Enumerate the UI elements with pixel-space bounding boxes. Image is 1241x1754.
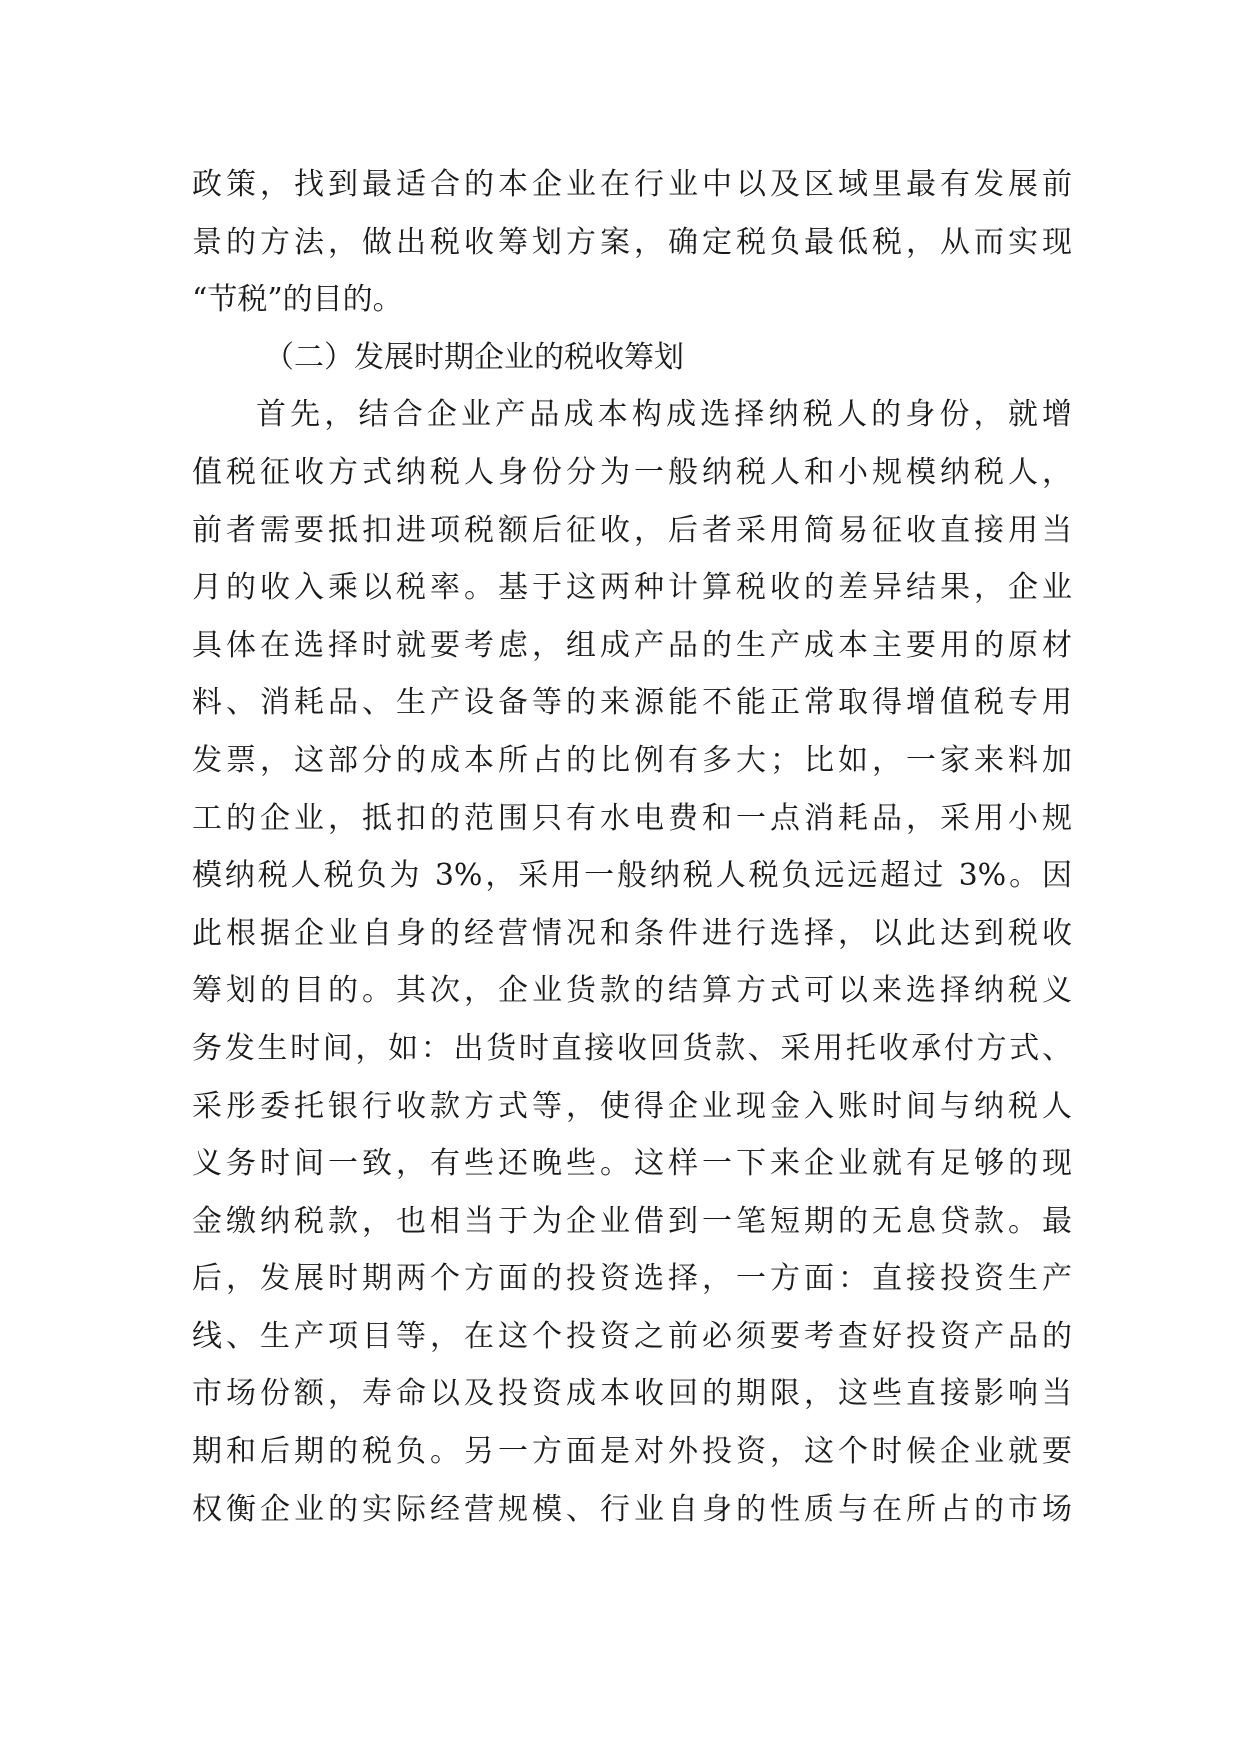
- paragraph-line: 后，发展时期两个方面的投资选择，一方面：直接投资生产: [192, 1261, 1072, 1297]
- paragraph-line: 义务时间一致，有些还晚些。这样一下来企业就有足够的现: [192, 1146, 1072, 1182]
- paragraph-line: 具体在选择时就要考虑，组成产品的生产成本主要用的原材: [192, 627, 1072, 663]
- paragraph-line: 筹划的目的。其次，企业货款的结算方式可以来选择纳税义: [192, 973, 1072, 1009]
- paragraph-line: 线、生产项目等，在这个投资之前必须要考查好投资产品的: [192, 1318, 1072, 1354]
- section-heading: （二）发展时期企业的税收筹划: [264, 339, 684, 375]
- body-text: [192, 156, 1072, 1538]
- paragraph-line: 采彤委托银行收款方式等，使得企业现金入账时间与纳税人: [192, 1088, 1072, 1124]
- paragraph-line: 权衡企业的实际经营规模、行业自身的性质与在所占的市场: [192, 1491, 1072, 1527]
- paragraph-line: 务发生时间，如：出货时直接收回货款、采用托收承付方式、: [192, 1030, 1072, 1066]
- paragraph-line: 首先，结合企业产品成本构成选择纳税人的身份，就增: [256, 397, 1072, 433]
- paragraph-line: 值税征收方式纳税人身份分为一般纳税人和小规模纳税人，: [192, 454, 1072, 490]
- paragraph-line: 料、消耗品、生产设备等的来源能不能正常取得增值税专用: [192, 685, 1072, 721]
- paragraph-line: 前者需要抵扣进项税额后征收，后者采用简易征收直接用当: [192, 512, 1072, 548]
- paragraph-line: 模纳税人税负为 3%，采用一般纳税人税负远远超过 3%。因: [192, 858, 1072, 894]
- paragraph-line: 景的方法，做出税收筹划方案，确定税负最低税，从而实现: [192, 224, 1072, 260]
- paragraph-line: 工的企业，抵扣的范围只有水电费和一点消耗品，采用小规: [192, 800, 1072, 836]
- paragraph-line: 市场份额，寿命以及投资成本收回的期限，这些直接影响当: [192, 1376, 1072, 1412]
- paragraph-line: 发票，这部分的成本所占的比例有多大；比如，一家来料加: [192, 742, 1072, 778]
- paragraph-line: 政策，找到最适合的本企业在行业中以及区域里最有发展前: [192, 167, 1072, 202]
- paragraph-line: “节税”的目的。: [192, 282, 403, 318]
- paragraph-line: 金缴纳税款，也相当于为企业借到一笔短期的无息贷款。最: [192, 1203, 1072, 1239]
- paragraph-line: 月的收入乘以税率。基于这两种计算税收的差异结果，企业: [192, 570, 1072, 606]
- paragraph-line: 此根据企业自身的经营情况和条件进行选择，以此达到税收: [192, 915, 1072, 951]
- paragraph-line: 期和后期的税负。另一方面是对外投资，这个时候企业就要: [192, 1434, 1072, 1470]
